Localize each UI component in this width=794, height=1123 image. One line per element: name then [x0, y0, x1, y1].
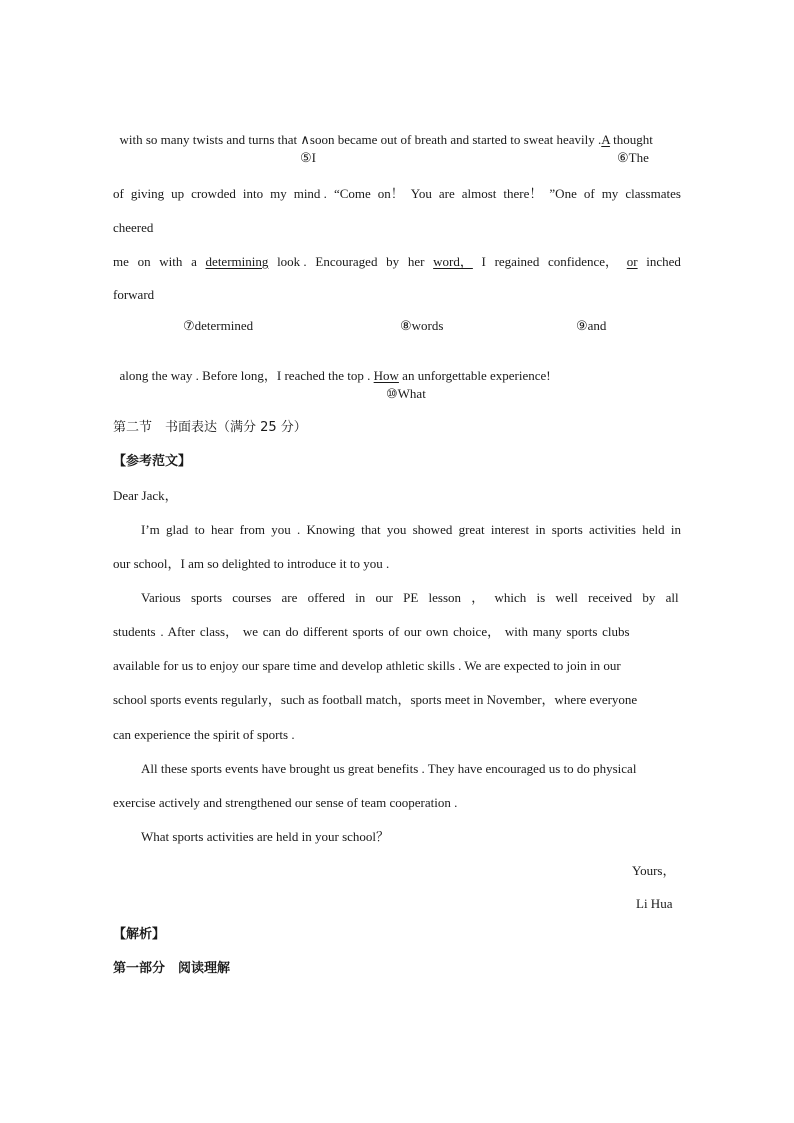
section-2-heading: 第二节 书面表达（满分 25 分） [113, 420, 307, 435]
correction-mark-9: ⑨and [576, 318, 607, 333]
marked-word-a: A [601, 132, 610, 147]
letter-signature: Li Hua [636, 896, 673, 911]
letter-p4-line1: What sports activities are held in your school？ [141, 829, 390, 844]
letter-p2-line2: students . After class， we can do different sports of our own choice， with many sports clubs [113, 624, 630, 639]
analysis-heading: 【解析】 [113, 927, 166, 942]
correction-mark-6: ⑥The [617, 150, 649, 165]
letter-p3-line2: exercise actively and strengthened our sense of team cooperation . [113, 795, 458, 810]
letter-p2-line4: school sports events regularly，such as football match，sports meet in November，where everyone [113, 692, 638, 707]
letter-salutation: Dear Jack， [113, 488, 178, 503]
correction-line-3b: forward [113, 287, 155, 302]
marked-word-or: or [626, 254, 638, 269]
reference-heading: 【参考范文】 [113, 454, 192, 469]
correction-line-1: with so many twists and turns that ∧soon became out of breath and started to sweat heavily .A thought [119, 132, 653, 147]
correction-mark-10: ⑩What [386, 386, 426, 401]
letter-p1-line2: our school，I am so delighted to introduce it to you . [113, 556, 390, 571]
correction-line-2b: cheered [113, 220, 154, 235]
correction-line-2: of giving up crowded into my mind . “Come on！ You are almost there！ ”One of my classmates [113, 186, 681, 201]
correction-line-3: me on with a determining look . Encouraged by her word， I regained confidence， or inched [113, 254, 681, 269]
letter-p2-line1: Various sports courses are offered in our PE lesson ， which is well received by all [141, 590, 679, 605]
letter-p1-line1: I’m glad to hear from you . Knowing that you showed great interest in sports activities held in [141, 522, 681, 537]
correction-mark-7: ⑦determined [183, 318, 254, 333]
correction-line-4: along the way . Before long，I reached the top . How an unforgettable experience! [119, 368, 551, 383]
part-1-heading: 第一部分 阅读理解 [113, 961, 231, 976]
marked-word-word: word， [433, 254, 473, 269]
letter-p2-line3: available for us to enjoy our spare time and develop athletic skills . We are expected to join in our [113, 658, 621, 673]
marked-word-how: How [373, 368, 399, 383]
letter-p2-line5: can experience the spirit of sports . [113, 727, 295, 742]
correction-mark-5: ⑤I [300, 150, 316, 165]
marked-word-determining: determining [205, 254, 269, 269]
correction-mark-8: ⑧words [400, 318, 444, 333]
letter-closing: Yours， [632, 863, 676, 878]
letter-p3-line1: All these sports events have brought us great benefits . They have encouraged us to do physical [141, 761, 637, 776]
